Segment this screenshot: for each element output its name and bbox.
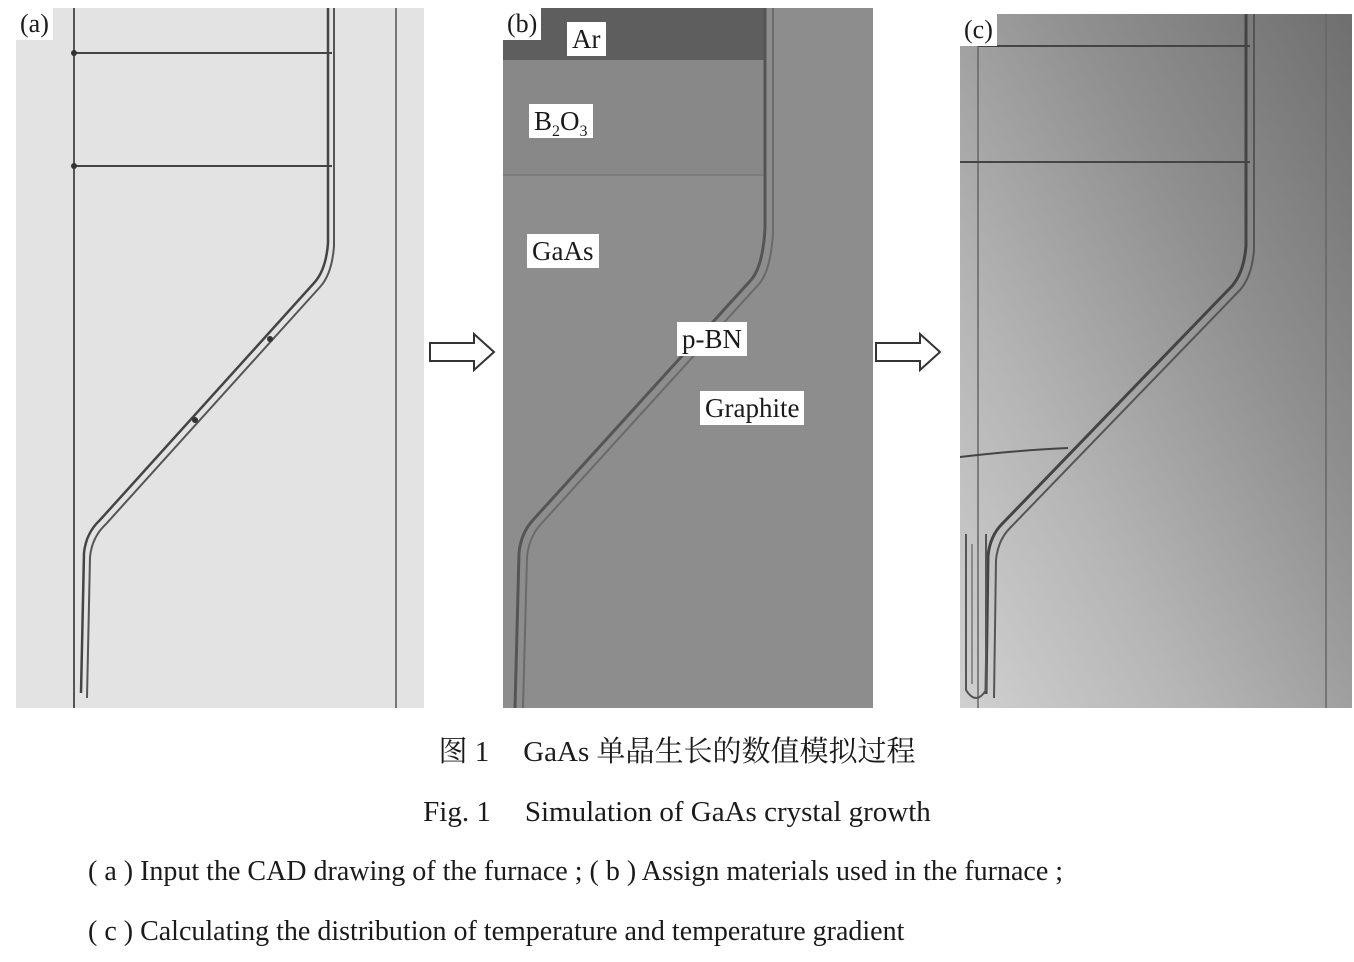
panel-c-label: (c) bbox=[960, 14, 997, 46]
material-label-pbn: p-BN bbox=[677, 322, 747, 356]
caption-en-number: Fig. 1 bbox=[423, 796, 491, 828]
caption-line-c: ( c ) Calculating the distribution of temperature and temperature gradient bbox=[88, 916, 905, 947]
caption-chinese bbox=[0, 734, 1354, 770]
caption-cn-title: GaAs 单晶生长的数值模拟过程 bbox=[523, 736, 916, 768]
caption-cn-number: 图 1 bbox=[438, 736, 490, 768]
caption-line-ab: ( a ) Input the CAD drawing of the furnace ; ( b ) Assign materials used in the furnace ; bbox=[88, 856, 1064, 887]
temperature-svg bbox=[960, 14, 1352, 708]
material-label-ar: Ar bbox=[567, 22, 606, 56]
caption-en-title: Simulation of GaAs crystal growth bbox=[524, 796, 931, 828]
caption-english bbox=[0, 794, 1354, 830]
right-arrow-icon bbox=[874, 332, 942, 372]
panel-a-cad-drawing bbox=[16, 8, 424, 708]
panel-b-label: (b) bbox=[503, 8, 541, 40]
right-arrow-icon bbox=[428, 332, 496, 372]
material-label-b2o3: $B_2O_3$ bbox=[529, 104, 593, 138]
material-label-graphite: Graphite bbox=[700, 391, 804, 425]
cad-drawing-svg bbox=[16, 8, 424, 708]
material-label-gaas: GaAs bbox=[527, 234, 599, 268]
panel-b-materials bbox=[503, 8, 873, 708]
panel-c-temperature bbox=[960, 14, 1352, 708]
panel-a-label: (a) bbox=[16, 8, 53, 40]
